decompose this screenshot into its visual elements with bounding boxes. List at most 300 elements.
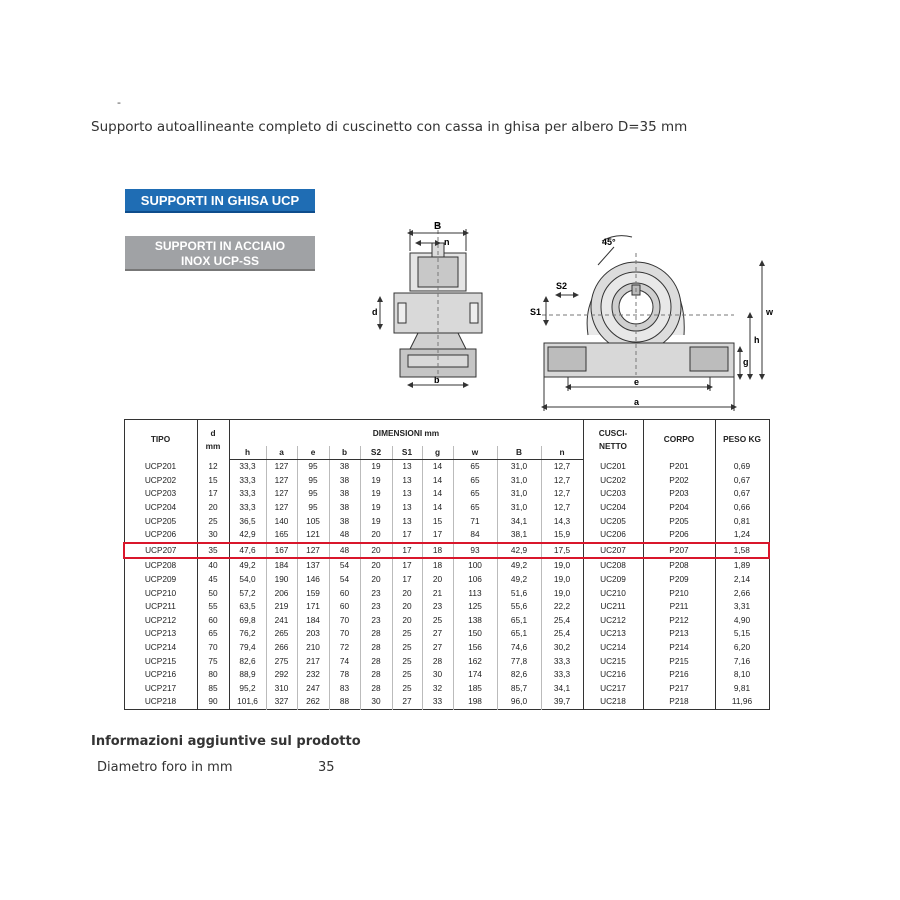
label-B: B (434, 221, 442, 232)
table-cell: 190 (266, 573, 297, 587)
table-cell: 70 (329, 627, 360, 641)
table-cell: 19,0 (541, 586, 583, 600)
subheader-cell: B (497, 446, 541, 460)
table-cell: UCP204 (144, 502, 177, 513)
table-cell: 75 (197, 654, 229, 668)
table-cell: 72 (329, 641, 360, 655)
table-cell: 184 (297, 614, 329, 628)
table-cell: 14,3 (541, 514, 583, 528)
table-cell: UC208 (583, 558, 643, 573)
subheader-cell: g (422, 446, 453, 460)
table-cell: 23 (360, 586, 392, 600)
table-cell: 203 (297, 627, 329, 641)
table-cell: 96,0 (497, 695, 541, 709)
table-cell: 15 (422, 514, 453, 528)
table-cell: 95 (297, 501, 329, 515)
table-cell: UC218 (583, 695, 643, 709)
header-cuscinetto (583, 420, 643, 460)
table-cell: 167 (266, 543, 297, 559)
subheader-cell: h (229, 446, 266, 460)
table-cell: 17 (197, 487, 229, 501)
table-cell: 33,3 (541, 668, 583, 682)
table-cell: 42,9 (229, 528, 266, 543)
table-cell: 0,81 (715, 514, 769, 528)
table-cell: 171 (297, 600, 329, 614)
table-cell: P205 (643, 514, 715, 528)
table-cell: 65 (197, 627, 229, 641)
table-row (124, 627, 769, 641)
table-cell: 0,69 (715, 460, 769, 474)
table-cell: 5,15 (715, 627, 769, 641)
table-cell: 17 (392, 528, 422, 543)
table-cell: 25 (392, 641, 422, 655)
table-row (124, 668, 769, 682)
table-cell: 12,7 (541, 460, 583, 474)
table-cell: 174 (453, 668, 497, 682)
table-cell: 25 (392, 627, 422, 641)
table-cell: 27 (422, 627, 453, 641)
table-cell: 266 (266, 641, 297, 655)
table-row (124, 695, 769, 709)
header-d-label: d (210, 427, 216, 438)
table-cell: 38 (329, 501, 360, 515)
table-cell: UCP216 (144, 669, 177, 680)
table-cell: 38 (329, 460, 360, 474)
table-cell: UCP210 (144, 587, 177, 598)
table-cell: 9,81 (715, 682, 769, 696)
table-cell: 127 (266, 487, 297, 501)
table-cell: 70 (329, 614, 360, 628)
table-cell: UCP205 (144, 515, 177, 526)
table-cell: 30 (360, 695, 392, 709)
acciaio-label-line2: INOX UCP-SS (180, 254, 259, 268)
table-row (124, 600, 769, 614)
table-cell: UCP201 (144, 461, 177, 472)
table-cell: 32 (422, 682, 453, 696)
table-cell: 19,0 (541, 558, 583, 573)
table-cell: 60 (197, 614, 229, 628)
header-cuscinetto-line2: NETTO (599, 440, 627, 451)
table-cell: UC216 (583, 668, 643, 682)
table-cell: 28 (360, 654, 392, 668)
table-cell: UC211 (583, 600, 643, 614)
table-cell: 156 (453, 641, 497, 655)
table-cell: 84 (453, 528, 497, 543)
table-cell: 85 (197, 682, 229, 696)
table-cell: 49,2 (497, 558, 541, 573)
subheader-cell: S2 (360, 446, 392, 460)
table-cell: 48 (329, 528, 360, 543)
table-cell: 33,3 (229, 474, 266, 488)
table-cell: P202 (643, 474, 715, 488)
header-dimensioni: DIMENSIONI mm (229, 420, 583, 447)
table-cell: 3,31 (715, 600, 769, 614)
table-cell: UCP212 (144, 614, 177, 625)
table-cell: 138 (453, 614, 497, 628)
table-cell: 206 (266, 586, 297, 600)
table-cell: 35 (197, 543, 229, 559)
table-cell: 33,3 (229, 501, 266, 515)
table-cell: 38 (329, 474, 360, 488)
table-row (124, 528, 769, 543)
table-row-highlighted (124, 543, 769, 559)
table-cell: 0,67 (715, 474, 769, 488)
table-cell: 28 (360, 641, 392, 655)
table-cell: 127 (266, 460, 297, 474)
table-cell: UCP209 (144, 574, 177, 585)
table-cell: 1,89 (715, 558, 769, 573)
table-cell: 106 (453, 573, 497, 587)
table-cell: 31,0 (497, 460, 541, 474)
table-cell: 262 (297, 695, 329, 709)
table-cell: 30 (422, 668, 453, 682)
table-cell: 22,2 (541, 600, 583, 614)
table-cell: 25,4 (541, 627, 583, 641)
table-cell: UC206 (583, 528, 643, 543)
table-cell: 54 (329, 573, 360, 587)
table-cell: 4,90 (715, 614, 769, 628)
table-cell: 60 (329, 586, 360, 600)
table-cell: UCP207 (124, 543, 197, 559)
table-cell: 8,10 (715, 668, 769, 682)
table-cell: 12,7 (541, 487, 583, 501)
table-cell: 34,1 (541, 682, 583, 696)
table-cell: 88,9 (229, 668, 266, 682)
table-cell: 17 (392, 558, 422, 573)
table-cell: P216 (643, 668, 715, 682)
subheader-cell: n (541, 446, 583, 460)
table-cell: 28 (360, 668, 392, 682)
table-cell: UC212 (583, 614, 643, 628)
subheader-cell: S1 (392, 446, 422, 460)
table-cell: UCP202 (144, 474, 177, 485)
table-cell: 20 (392, 614, 422, 628)
table-cell: 82,6 (229, 654, 266, 668)
table-cell: 30 (197, 528, 229, 543)
table-cell: UC210 (583, 586, 643, 600)
subheader-cell: a (266, 446, 297, 460)
table-cell: UC215 (583, 654, 643, 668)
table-cell: UC205 (583, 514, 643, 528)
table-cell: 25 (392, 654, 422, 668)
table-cell: 210 (297, 641, 329, 655)
table-cell: 113 (453, 586, 497, 600)
table-cell: 50 (197, 586, 229, 600)
table-cell: 275 (266, 654, 297, 668)
table-cell: 20 (392, 600, 422, 614)
table-cell: 27 (422, 641, 453, 655)
product-description: Supporto autoallineante completo di cuscinetto con cassa in ghisa per albero D=35 mm (91, 119, 688, 135)
table-cell: 93 (453, 543, 497, 559)
table-cell: 105 (297, 514, 329, 528)
table-cell: UCP217 (144, 682, 177, 693)
table-cell: 11,96 (715, 695, 769, 709)
table-cell: 13 (392, 460, 422, 474)
table-cell: 95,2 (229, 682, 266, 696)
header-peso: PESO KG (715, 420, 769, 460)
table-row (124, 514, 769, 528)
subheader-cell: e (297, 446, 329, 460)
table-cell: 185 (453, 682, 497, 696)
table-cell: 18 (422, 543, 453, 559)
table-cell: UCP203 (144, 488, 177, 499)
table-cell: 88 (329, 695, 360, 709)
table-cell: 95 (297, 474, 329, 488)
table-cell: 12 (197, 460, 229, 474)
table-cell: UCP213 (144, 628, 177, 639)
table-cell: 14 (422, 501, 453, 515)
table-cell: 20 (422, 573, 453, 587)
header-tipo: TIPO (150, 434, 171, 445)
table-row (124, 641, 769, 655)
table-cell: UCP214 (144, 642, 177, 653)
table-cell: 74,6 (497, 641, 541, 655)
table-cell: 38,1 (497, 528, 541, 543)
table-cell: 162 (453, 654, 497, 668)
table-row (124, 460, 769, 474)
table-cell: 90 (197, 695, 229, 709)
table-cell: 71 (453, 514, 497, 528)
table-cell: UC201 (583, 460, 643, 474)
subheader-cell: w (453, 446, 497, 460)
table-cell: 33 (422, 695, 453, 709)
table-cell: 85,7 (497, 682, 541, 696)
table-cell: 77,8 (497, 654, 541, 668)
table-cell: 34,1 (497, 514, 541, 528)
table-cell: P212 (643, 614, 715, 628)
table-cell: 100 (453, 558, 497, 573)
table-cell: 19 (360, 460, 392, 474)
table-cell: 150 (453, 627, 497, 641)
table-cell: P206 (643, 528, 715, 543)
table-cell: 19 (360, 487, 392, 501)
label-a: a (634, 397, 640, 407)
table-cell: 38 (329, 487, 360, 501)
table-cell: 12,7 (541, 474, 583, 488)
table-cell: 40 (197, 558, 229, 573)
table-cell: 48 (329, 543, 360, 559)
table-cell: 65 (453, 501, 497, 515)
table-cell: P203 (643, 487, 715, 501)
table-cell: 95 (297, 460, 329, 474)
table-cell: 20 (360, 543, 392, 559)
table-cell: 219 (266, 600, 297, 614)
label-e: e (634, 377, 640, 387)
side-view (380, 223, 482, 385)
table-cell: 127 (297, 543, 329, 559)
table-cell: 78 (329, 668, 360, 682)
table-cell: 49,2 (229, 558, 266, 573)
table-cell: P210 (643, 586, 715, 600)
table-cell: 217 (297, 654, 329, 668)
table-cell: 18 (422, 558, 453, 573)
label-h: h (754, 335, 760, 345)
table-cell: 45 (197, 573, 229, 587)
table-cell: 159 (297, 586, 329, 600)
table-cell: 0,66 (715, 501, 769, 515)
table-cell: 28 (422, 654, 453, 668)
table-cell: UC203 (583, 487, 643, 501)
table-cell: 25 (422, 614, 453, 628)
table-cell: 31,0 (497, 474, 541, 488)
table-cell: 54,0 (229, 573, 266, 587)
label-S2: S2 (556, 281, 568, 291)
table-cell: 2,66 (715, 586, 769, 600)
table-cell: P207 (643, 543, 715, 559)
table-cell: 83 (329, 682, 360, 696)
table-cell: 33,3 (229, 460, 266, 474)
table-cell: 65 (453, 474, 497, 488)
info-section-title: Informazioni aggiuntive sul prodotto (91, 734, 361, 749)
acciaio-label-line1: SUPPORTI IN ACCIAIO (154, 239, 286, 253)
supporti-ghisa-button[interactable]: SUPPORTI IN GHISA UCP (125, 189, 315, 213)
header-cuscinetto-line1: CUSCI- (598, 427, 628, 438)
table-cell: 20 (392, 586, 422, 600)
table-cell: P208 (643, 558, 715, 573)
table-cell: 121 (297, 528, 329, 543)
table-cell: 1,58 (715, 543, 769, 559)
table-cell: 65,1 (497, 627, 541, 641)
table-row (124, 474, 769, 488)
table-cell: 54 (329, 558, 360, 573)
info-diametro-label: Diametro foro in mm (97, 760, 233, 775)
table-cell: UCP218 (144, 696, 177, 707)
header-d (197, 420, 229, 460)
table-row (124, 487, 769, 501)
table-cell: 265 (266, 627, 297, 641)
table-cell: 36,5 (229, 514, 266, 528)
table-cell: 30,2 (541, 641, 583, 655)
table-cell: 23 (360, 614, 392, 628)
table-cell: P211 (643, 600, 715, 614)
table-cell: UC204 (583, 501, 643, 515)
table-cell: 82,6 (497, 668, 541, 682)
table-cell: UC217 (583, 682, 643, 696)
table-cell: UCP208 (144, 560, 177, 571)
table-cell: 80 (197, 668, 229, 682)
table-cell: 101,6 (229, 695, 266, 709)
table-cell: 19 (360, 474, 392, 488)
table-cell: 23 (360, 600, 392, 614)
table-cell: 74 (329, 654, 360, 668)
table-cell: 17 (422, 528, 453, 543)
table-cell: 17 (392, 573, 422, 587)
table-cell: 65,1 (497, 614, 541, 628)
table-cell: 0,67 (715, 487, 769, 501)
table-row (124, 558, 769, 573)
table-cell: 19,0 (541, 573, 583, 587)
table-cell: 13 (392, 487, 422, 501)
table-cell: 31,0 (497, 487, 541, 501)
table-cell: P215 (643, 654, 715, 668)
table-cell: 31,0 (497, 501, 541, 515)
table-cell: 20 (360, 528, 392, 543)
table-cell: 13 (392, 514, 422, 528)
supporti-acciaio-button[interactable] (125, 236, 315, 271)
table-cell: 137 (297, 558, 329, 573)
table-row (124, 654, 769, 668)
table-cell: 14 (422, 487, 453, 501)
label-g: g (743, 357, 749, 367)
table-cell: 184 (266, 558, 297, 573)
table-cell: 63,5 (229, 600, 266, 614)
table-cell: 125 (453, 600, 497, 614)
table-cell: UCP215 (144, 655, 177, 666)
table-cell: P218 (643, 695, 715, 709)
table-cell: 232 (297, 668, 329, 682)
table-cell: 127 (266, 474, 297, 488)
dash-mark: - (117, 96, 121, 109)
table-cell: P213 (643, 627, 715, 641)
table-cell: UC209 (583, 573, 643, 587)
dimensions-table (123, 419, 770, 710)
table-cell: 20 (360, 558, 392, 573)
table-cell: 127 (266, 501, 297, 515)
table-cell: 25,4 (541, 614, 583, 628)
table-cell: P204 (643, 501, 715, 515)
table-row (124, 586, 769, 600)
table-cell: 55 (197, 600, 229, 614)
table-cell: 60 (329, 600, 360, 614)
table-cell: 14 (422, 474, 453, 488)
table-cell: 327 (266, 695, 297, 709)
table-cell: 28 (360, 627, 392, 641)
table-cell: UC202 (583, 474, 643, 488)
table-cell: 21 (422, 586, 453, 600)
header-corpo: CORPO (643, 420, 715, 460)
table-cell: 25 (392, 668, 422, 682)
front-view (542, 236, 762, 411)
table-cell: 49,2 (497, 573, 541, 587)
table-cell: 20 (360, 573, 392, 587)
table-cell: 2,14 (715, 573, 769, 587)
table-cell: 13 (392, 474, 422, 488)
table-cell: 140 (266, 514, 297, 528)
table-cell: 17 (392, 543, 422, 559)
table-cell: 51,6 (497, 586, 541, 600)
table-cell: UCP211 (145, 601, 176, 612)
table-cell: 28 (360, 682, 392, 696)
table-cell: 38 (329, 514, 360, 528)
table-cell: UC213 (583, 627, 643, 641)
bearing-diagram (370, 215, 780, 415)
label-n: n (444, 237, 450, 247)
table-cell: 69,8 (229, 614, 266, 628)
table-cell: 6,20 (715, 641, 769, 655)
table-cell: 165 (266, 528, 297, 543)
table-cell: 57,2 (229, 586, 266, 600)
label-angle: 45° (602, 237, 616, 247)
table-cell: 14 (422, 460, 453, 474)
table-cell: 25 (392, 682, 422, 696)
table-cell: 33,3 (541, 654, 583, 668)
table-cell: 65 (453, 487, 497, 501)
subheader-cell: b (329, 446, 360, 460)
table-cell: 95 (297, 487, 329, 501)
table-cell: UC207 (583, 543, 643, 559)
table-cell: P214 (643, 641, 715, 655)
table-cell: 247 (297, 682, 329, 696)
table-cell: 79,4 (229, 641, 266, 655)
table-cell: 65 (453, 460, 497, 474)
table-body (124, 460, 769, 710)
table-cell: 198 (453, 695, 497, 709)
label-b: b (434, 375, 440, 385)
table-cell: UC214 (583, 641, 643, 655)
table-cell: 25 (197, 514, 229, 528)
table-cell: P209 (643, 573, 715, 587)
table-cell: 1,24 (715, 528, 769, 543)
